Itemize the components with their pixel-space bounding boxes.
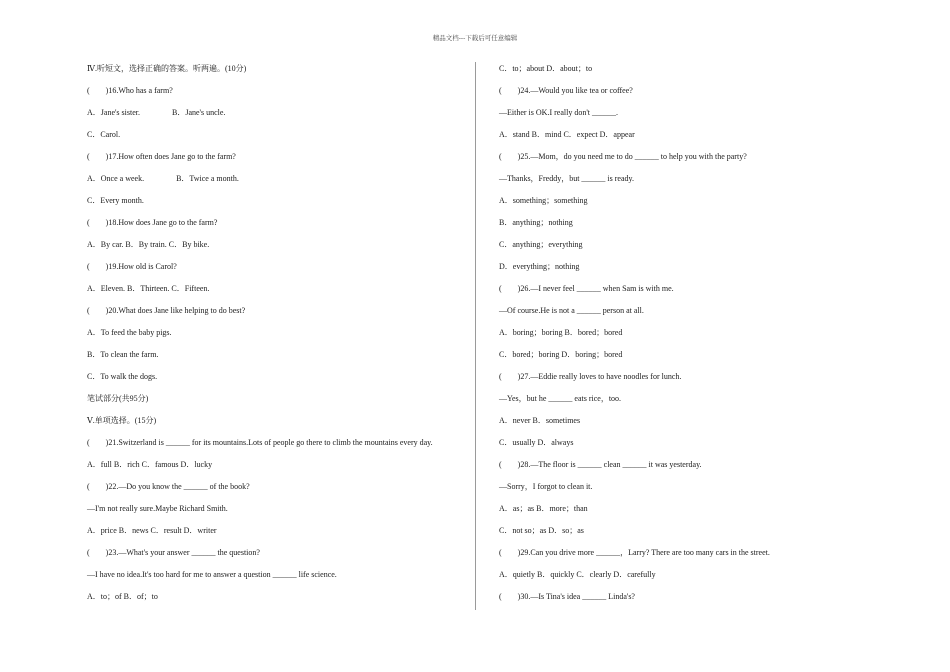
- question-23-options-cd: C．to；about D．about；to: [499, 64, 593, 73]
- question-28: ( )28.—The floor is ______ clean ______ it was yesterday.: [499, 460, 702, 469]
- question-28-options-ab: A．as；as B．more；than: [499, 504, 588, 513]
- question-26: ( )26.—I never feel ______ when Sam is with me.: [499, 284, 674, 293]
- question-24-options: A．stand B．mind C．expect D．appear: [499, 130, 635, 139]
- left-column: [87, 63, 467, 613]
- section-iv-heading: Ⅳ.听短文，选择正确的答案。听两遍。(10分): [87, 64, 247, 73]
- question-16: ( )16.Who has a farm?: [87, 86, 173, 95]
- right-column: [499, 63, 899, 613]
- question-25-option-a: A．something；something: [499, 196, 588, 205]
- question-19: ( )19.How old is Carol?: [87, 262, 177, 271]
- question-22-reply: —I'm not really sure.Maybe Richard Smith.: [87, 504, 228, 513]
- question-17-options-ab: A．Once a week. B．Twice a month.: [87, 174, 239, 183]
- question-24: ( )24.—Would you like tea or coffee?: [499, 86, 633, 95]
- question-25-option-d: D．everything；nothing: [499, 262, 580, 271]
- question-18-options: A．By car. B．By train. C．By bike.: [87, 240, 210, 249]
- question-25-reply: —Thanks，Freddy，but ______ is ready.: [499, 174, 635, 183]
- question-22-options: A．price B．news C．result D．writer: [87, 526, 217, 535]
- question-28-reply: —Sorry，I forgot to clean it.: [499, 482, 593, 491]
- question-29-options: A．quietly B．quickly C．clearly D．carefully: [499, 570, 656, 579]
- question-20: ( )20.What does Jane like helping to do best?: [87, 306, 246, 315]
- question-21-options: A．full B．rich C．famous D．lucky: [87, 460, 213, 469]
- question-23: ( )23.—What's your answer ______ the question?: [87, 548, 260, 557]
- question-28-options-cd: C．not so；as D．so；as: [499, 526, 584, 535]
- question-27: ( )27.—Eddie really loves to have noodles for lunch.: [499, 372, 682, 381]
- question-20-option-c: C．To walk the dogs.: [87, 372, 158, 381]
- question-26-options-ab: A．boring；boring B．bored；bored: [499, 328, 623, 337]
- question-20-option-a: A．To feed the baby pigs.: [87, 328, 172, 337]
- question-30: ( )30.—Is Tina's idea ______ Linda's?: [499, 592, 635, 601]
- question-23-options-ab: A．to；of B．of；to: [87, 592, 158, 601]
- question-27-reply: —Yes，but he ______ eats rice，too.: [499, 394, 622, 403]
- question-27-options-cd: C．usually D．always: [499, 438, 574, 447]
- question-19-options: A．Eleven. B．Thirteen. C．Fifteen.: [87, 284, 210, 293]
- question-24-reply: —Either is OK.I really don't ______.: [499, 108, 618, 117]
- section-v-heading: Ⅴ.单项选择。(15分): [87, 416, 157, 425]
- column-divider: [475, 62, 476, 610]
- page-header: 精品文档---下载后可任意编辑: [432, 35, 518, 42]
- question-26-reply: —Of course.He is not a ______ person at all.: [499, 306, 644, 315]
- question-26-options-cd: C．bored；boring D．boring；bored: [499, 350, 623, 359]
- question-20-option-b: B．To clean the farm.: [87, 350, 159, 359]
- question-27-options-ab: A．never B．sometimes: [499, 416, 581, 425]
- question-18: ( )18.How does Jane go to the farm?: [87, 218, 218, 227]
- question-25-option-c: C．anything；everything: [499, 240, 583, 249]
- question-16-options-ab: A．Jane's sister. B．Jane's uncle.: [87, 108, 226, 117]
- written-part-heading: 笔试部分(共95分): [87, 394, 149, 403]
- question-17: ( )17.How often does Jane go to the farm?: [87, 152, 236, 161]
- question-17-option-c: C．Every month.: [87, 196, 144, 205]
- question-23-reply: —I have no idea.It's too hard for me to answer a question ______ life science.: [87, 570, 337, 579]
- question-21: ( )21.Switzerland is ______ for its mountains.Lots of people go there to climb the mountains every day.: [87, 438, 433, 447]
- question-25: ( )25.—Mom，do you need me to do ______ to help you with the party?: [499, 152, 747, 161]
- question-22: ( )22.—Do you know the ______ of the book?: [87, 482, 250, 491]
- question-16-option-c: C．Carol.: [87, 130, 121, 139]
- question-29: ( )29.Can you drive more ______，Larry? There are too many cars in the street.: [499, 548, 770, 557]
- question-25-option-b: B．anything；nothing: [499, 218, 573, 227]
